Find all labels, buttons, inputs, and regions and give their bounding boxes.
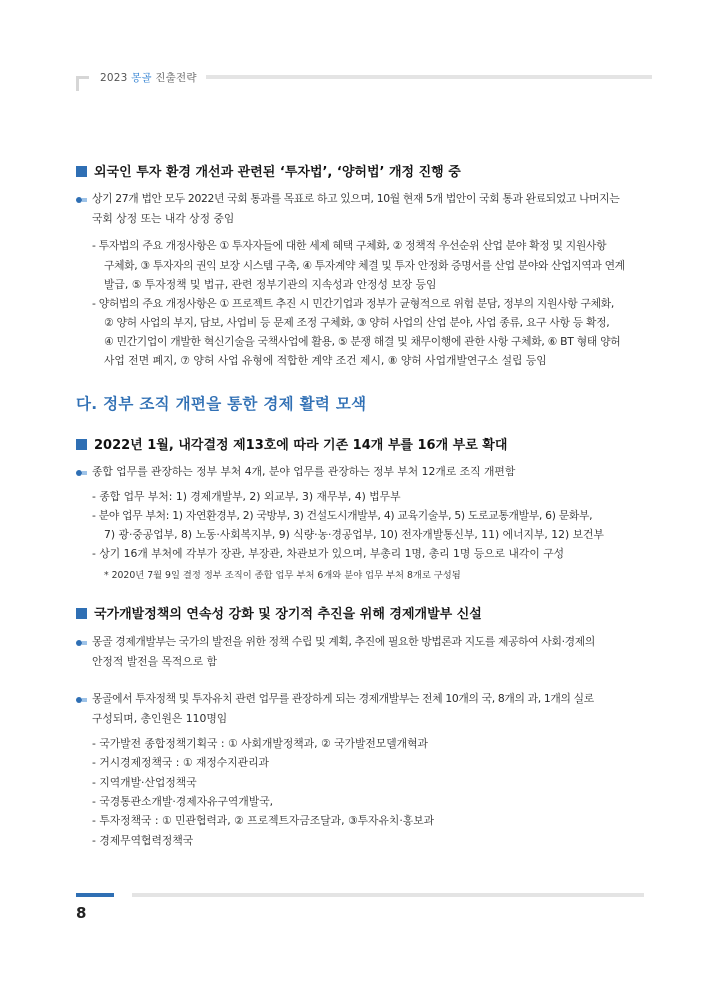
dash-item: - 국가발전 종합정책기획국 : ① 사회개발정책과, ② 국가발전모델개혁과 <box>92 737 428 750</box>
paragraph-line: 종합 업무를 관장하는 정부 부처 4개, 분야 업무를 관장하는 정부 부처 12개로 조직 개편함 <box>92 465 516 478</box>
dash-item: - 분야 업무 부처: 1) 자연환경부, 2) 국방부, 3) 건설도시개발부, 4) 교육기술부, 5) 도로교통개발부, 6) 문화부, <box>92 509 593 522</box>
round-bullet-icon <box>76 697 88 703</box>
paragraph-line: 상기 27개 법안 모두 2022년 국회 통과를 목표로 하고 있으며, 10월 현재 5개 법안이 국회 통과 완료되었고 나머지는 <box>92 192 620 205</box>
dash-item-cont: 7) 광·중공업부, 8) 노동·사회복지부, 9) 식량·농·경공업부, 10) 전자개발통신부, 11) 에너지부, 12) 보건부 <box>104 528 604 541</box>
dash-item-cont: 사업 전면 폐지, ⑦ 양허 사업 유형에 적합한 계약 조건 제시, ⑧ 양허 사업개발연구소 설립 등임 <box>104 354 547 367</box>
dash-item: - 투자정책국 : ① 민관협력과, ② 프로젝트자금조달과, ③투자유치·홍보과 <box>92 814 435 827</box>
dash-item-cont: 구체화, ③ 투자자의 권익 보장 시스템 구축, ④ 투자계약 체결 및 투자 안정화 증명서를 산업 분야와 산업지역과 연계 <box>104 259 625 272</box>
header-rule <box>206 75 652 79</box>
section-heading-economic-ministry: 국가개발정책의 연속성 강화 및 장기적 추진을 위해 경제개발부 신설 <box>76 603 482 622</box>
chapter-heading: 다. 정부 조직 개편을 통한 경제 활력 모색 <box>76 395 367 413</box>
dash-item: - 양허법의 주요 개정사항은 ① 프로젝트 추진 시 민간기업과 정부가 균형적으로 위험 분담, 정부의 지원사항 구체화, <box>92 297 615 310</box>
dash-item: - 경제무역협력정책국 <box>92 834 194 847</box>
round-bullet-icon <box>76 197 88 203</box>
page-number: 8 <box>76 904 87 922</box>
footnote: * 2020년 7월 9일 결정 정부 조직이 종합 업무 부처 6개와 분야 업무 부처 8개로 구성됨 <box>104 570 461 581</box>
paragraph-line: 구성되며, 총인원은 110명임 <box>92 712 228 725</box>
round-bullet-icon <box>76 640 88 646</box>
footer-accent-bar <box>76 893 114 897</box>
section-heading-reorganization: 2022년 1월, 내각결정 제13호에 따라 기존 14개 부를 16개 부로 확대 <box>76 434 507 453</box>
footer-rule <box>132 893 644 897</box>
dash-item: - 투자법의 주요 개정사항은 ① 투자자들에 대한 세제 혜택 구체화, ② 정책적 우선순위 산업 분야 확정 및 지원사항 <box>92 239 607 252</box>
dash-item: - 종합 업무 부처: 1) 경제개발부, 2) 외교부, 3) 재무부, 4) 법무부 <box>92 490 401 503</box>
square-bullet-icon <box>76 439 87 450</box>
paragraph-line: 국회 상정 또는 내각 상정 중임 <box>92 212 235 225</box>
section-heading-investment-law: 외국인 투자 환경 개선과 관련된 ‘투자법’, ‘양허법’ 개정 진행 중 <box>76 161 461 180</box>
dash-item: - 지역개발·산업정책국 <box>92 776 197 789</box>
paragraph-line: 몽골에서 투자정책 및 투자유치 관련 업무를 관장하게 되는 경제개발부는 전체 10개의 국, 8개의 과, 1개의 실로 <box>92 692 594 705</box>
header-corner-mark <box>76 76 89 91</box>
running-header: 2023 몽골 진출전략 <box>100 72 197 84</box>
dash-item-cont: ④ 민간기업이 개발한 혁신기술을 국책사업에 활용, ⑤ 분쟁 해결 및 채무이행에 관한 사항 구체화, ⑥ BT 형태 양허 <box>104 335 621 348</box>
dash-item: - 상기 16개 부처에 각부가 장관, 부장관, 차관보가 있으며, 부총리 1명, 총리 1명 등으로 내각이 구성 <box>92 547 565 560</box>
dash-item: - 거시경제정책국 : ① 재정수지관리과 <box>92 756 269 769</box>
dash-item-cont: 발급, ⑤ 투자정책 및 법규, 관련 정부기관의 지속성과 안정성 보장 등임 <box>104 278 437 291</box>
square-bullet-icon <box>76 166 87 177</box>
paragraph-line: 안정적 발전을 목적으로 함 <box>92 655 218 668</box>
paragraph-line: 몽골 경제개발부는 국가의 발전을 위한 정책 수립 및 계획, 추진에 필요한 방법론과 지도를 제공하여 사회·경제의 <box>92 635 595 648</box>
dash-item: - 국경통관소개발·경제자유구역개발국, <box>92 795 274 808</box>
header-country: 몽골 <box>131 72 152 84</box>
dash-item-cont: ② 양허 사업의 부지, 담보, 사업비 등 문제 조정 구체화, ③ 양허 사업의 산업 분야, 사업 종류, 요구 사항 등 확정, <box>104 316 610 329</box>
round-bullet-icon <box>76 470 88 476</box>
square-bullet-icon <box>76 608 87 619</box>
